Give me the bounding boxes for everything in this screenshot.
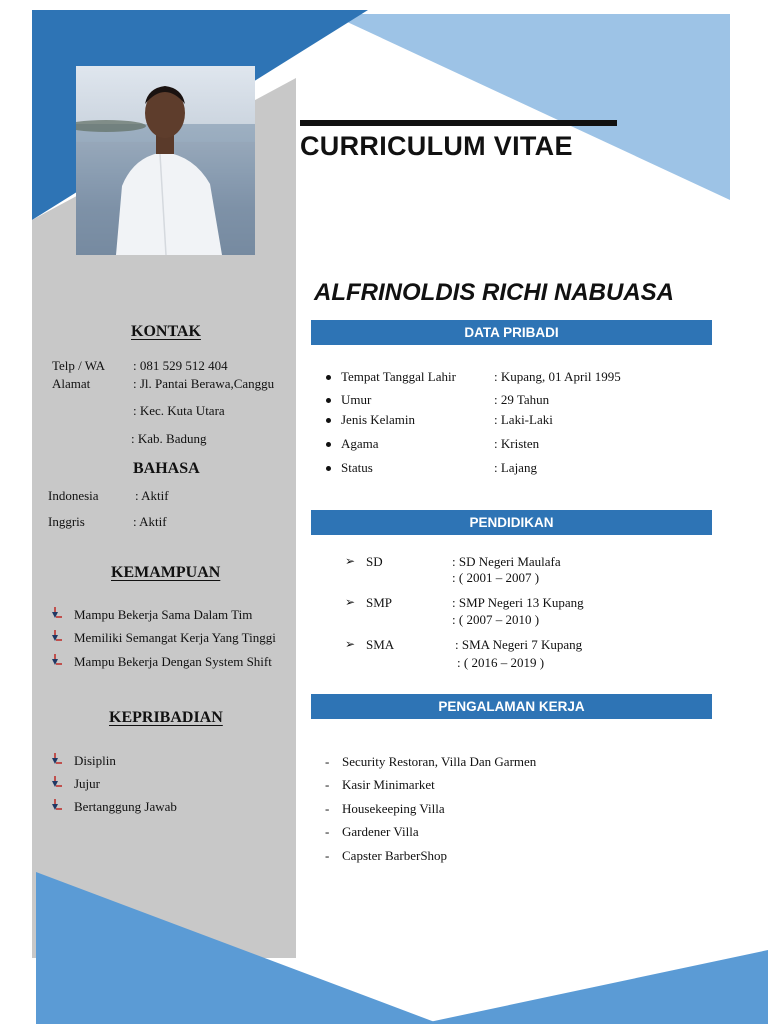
bottom-right-light xyxy=(420,950,768,1024)
dash-bullet: - xyxy=(325,848,330,863)
kemampuan-heading: KEMAMPUAN xyxy=(111,564,221,581)
dash-bullet: - xyxy=(325,754,330,769)
telp-label: Telp / WA xyxy=(52,358,106,373)
kemampuan-item-1: Mampu Bekerja Sama Dalam Tim xyxy=(74,607,253,622)
dp-label-4: Agama xyxy=(341,436,379,451)
kemampuan-item-2: Memiliki Semangat Kerja Yang Tinggi xyxy=(74,630,276,645)
arrow-down-icon xyxy=(52,799,62,811)
data-pribadi-heading: DATA PRIBADI xyxy=(311,320,712,345)
full-name: ALFRINOLDIS RICHI NABUASA xyxy=(314,279,674,306)
kemampuan-item-3: Mampu Bekerja Dengan System Shift xyxy=(74,654,272,669)
title-rule xyxy=(300,120,617,126)
kepribadian-heading: KEPRIBADIAN xyxy=(109,709,223,726)
bullet-dot-icon xyxy=(326,398,331,403)
pengalaman-item-5: Capster BarberShop xyxy=(342,848,448,863)
edu-school-3: : SMA Negeri 7 Kupang xyxy=(455,637,583,652)
page-title: CURRICULUM VITAE xyxy=(300,131,573,161)
kepribadian-item-2: Jujur xyxy=(74,776,100,791)
edu-level-2: SMP xyxy=(366,595,393,610)
arrow-down-icon xyxy=(52,607,62,619)
telp-value: : 081 529 512 404 xyxy=(133,358,228,373)
alamat-label: Alamat xyxy=(52,376,91,391)
top-right-light-triangle xyxy=(330,14,730,200)
alamat-line-1: : Jl. Pantai Berawa,Canggu xyxy=(133,376,275,391)
bahasa-level-2: : Aktif xyxy=(133,514,167,529)
bahasa-lang-1: Indonesia xyxy=(48,488,99,503)
dp-value-4: : Kristen xyxy=(494,436,540,451)
edu-years-3: : ( 2016 – 2019 ) xyxy=(457,655,545,670)
alamat-line-2: : Kec. Kuta Utara xyxy=(133,403,225,418)
bahasa-lang-2: Inggris xyxy=(48,514,85,529)
kontak-heading: KONTAK xyxy=(131,323,201,340)
arrow-down-icon xyxy=(52,654,62,666)
edu-years-2: : ( 2007 – 2010 ) xyxy=(452,612,540,627)
dp-label-1: Tempat Tanggal Lahir xyxy=(341,369,456,384)
bullet-dot-icon xyxy=(326,442,331,447)
dash-bullet: - xyxy=(325,824,330,839)
dash-bullet: - xyxy=(325,777,330,792)
pengalaman-item-3: Housekeeping Villa xyxy=(342,801,445,816)
bullet-dot-icon xyxy=(326,466,331,471)
arrow-right-icon: ➢ xyxy=(345,637,356,651)
pengalaman-heading: PENGALAMAN KERJA xyxy=(311,694,712,719)
profile-photo xyxy=(76,66,255,255)
edu-years-1: : ( 2001 – 2007 ) xyxy=(452,570,540,585)
edu-level-3: SMA xyxy=(366,637,395,652)
arrow-right-icon: ➢ xyxy=(345,595,356,609)
arrow-right-icon: ➢ xyxy=(345,554,356,568)
pengalaman-item-4: Gardener Villa xyxy=(342,824,419,839)
arrow-down-icon xyxy=(52,753,62,765)
dp-value-5: : Lajang xyxy=(494,460,537,475)
pendidikan-heading: PENDIDIKAN xyxy=(311,510,712,535)
kepribadian-item-3: Bertanggung Jawab xyxy=(74,799,177,814)
dp-label-2: Umur xyxy=(341,392,372,407)
edu-level-1: SD xyxy=(366,554,383,569)
kepribadian-item-1: Disiplin xyxy=(74,753,116,768)
edu-school-2: : SMP Negeri 13 Kupang xyxy=(452,595,584,610)
dash-bullet: - xyxy=(325,801,330,816)
dp-value-3: : Laki-Laki xyxy=(494,412,553,427)
edu-school-1: : SD Negeri Maulafa xyxy=(452,554,561,569)
arrow-down-icon xyxy=(52,630,62,642)
dp-value-2: : 29 Tahun xyxy=(494,392,550,407)
dp-value-1: : Kupang, 01 April 1995 xyxy=(494,369,621,384)
dp-label-5: Status xyxy=(341,460,373,475)
pengalaman-item-1: Security Restoran, Villa Dan Garmen xyxy=(342,754,537,769)
pengalaman-item-2: Kasir Minimarket xyxy=(342,777,435,792)
arrow-down-icon xyxy=(52,776,62,788)
dp-label-3: Jenis Kelamin xyxy=(341,412,416,427)
alamat-line-3: : Kab. Badung xyxy=(131,431,207,446)
bullet-dot-icon xyxy=(326,418,331,423)
bahasa-heading: BAHASA xyxy=(133,460,200,477)
bahasa-level-1: : Aktif xyxy=(135,488,169,503)
bullet-dot-icon xyxy=(326,375,331,380)
